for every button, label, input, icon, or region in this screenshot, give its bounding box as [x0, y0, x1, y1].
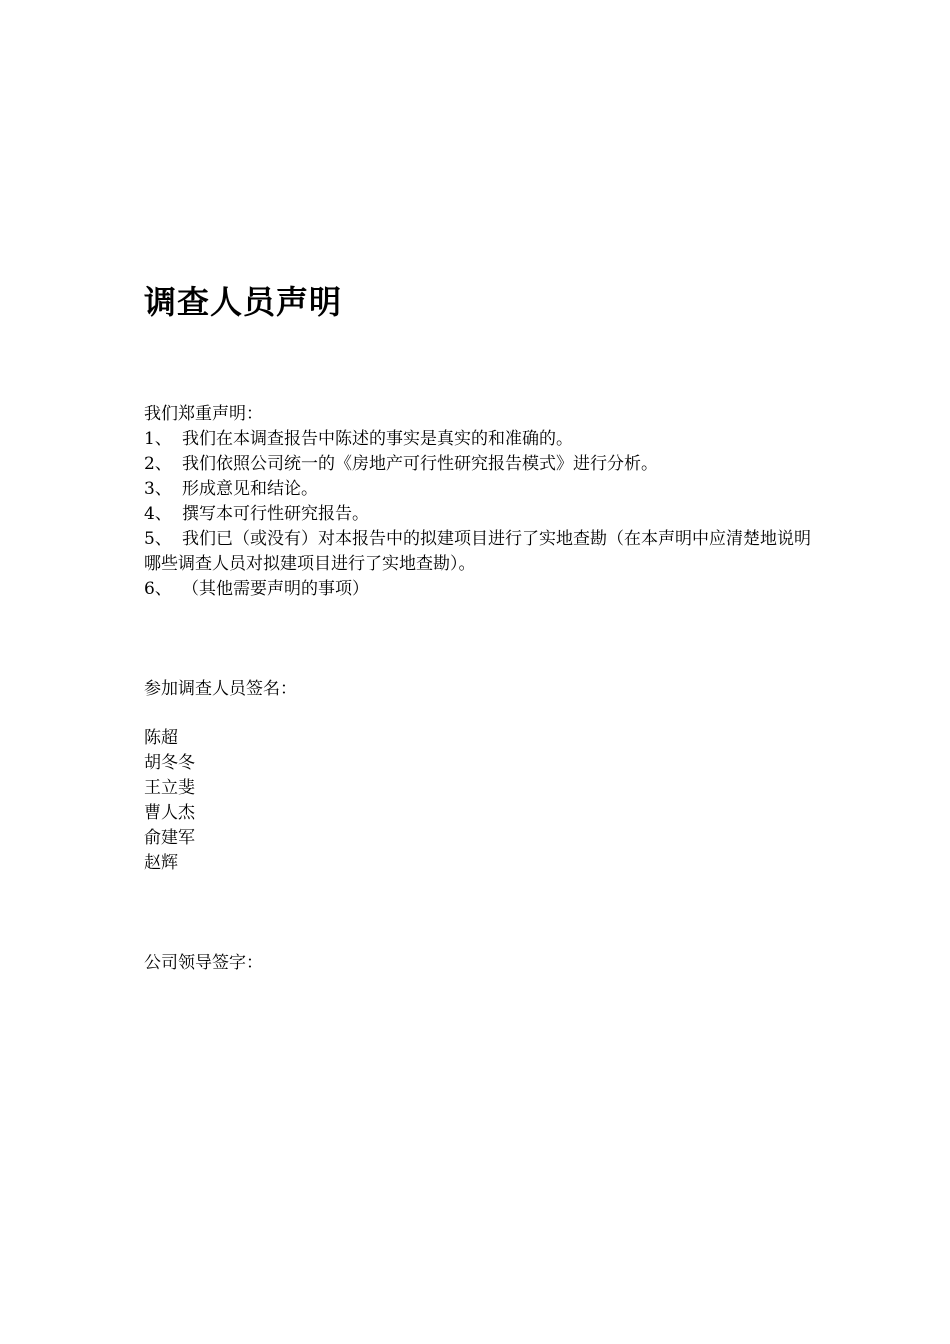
signer-name: 俞建军 [144, 828, 195, 848]
signer-name: 曹人杰 [144, 803, 195, 823]
statement-item-3 [144, 477, 824, 502]
item-text: 撰写本可行性研究报告。 [182, 504, 369, 524]
item-number: 3、 [144, 479, 172, 499]
document-title: 调查人员声明 [144, 283, 343, 321]
statement-intro: 我们郑重声明： [144, 404, 263, 424]
item-number: 1、 [144, 429, 172, 449]
statement-section [144, 402, 824, 602]
item-text: 我们已（或没有）对本报告中的拟建项目进行了实地查勘（在本声明中应清楚地说明哪些调查人员对拟建项目进行了实地查勘）。 [144, 529, 811, 574]
statement-item-6 [144, 577, 824, 602]
item-number: 4、 [144, 504, 172, 524]
signers-list [144, 726, 195, 876]
item-number: 5、 [144, 529, 172, 549]
leader-signature-label: 公司领导签字： [144, 953, 263, 973]
signer-name: 胡冬冬 [144, 753, 195, 773]
statement-item-2 [144, 452, 824, 477]
item-text: （其他需要声明的事项） [182, 579, 369, 599]
item-number: 2、 [144, 454, 172, 474]
signer-name: 陈超 [144, 728, 178, 748]
statement-item-5 [144, 527, 824, 577]
item-text: 形成意见和结论。 [182, 479, 318, 499]
signer-name: 赵辉 [144, 853, 178, 873]
item-text: 我们依照公司统一的《房地产可行性研究报告模式》进行分析。 [182, 454, 658, 474]
statement-item-4 [144, 502, 824, 527]
statement-item-1 [144, 427, 824, 452]
item-number: 6、 [144, 579, 172, 599]
signer-name: 王立斐 [144, 778, 195, 798]
signers-label: 参加调查人员签名： [144, 679, 297, 699]
item-text: 我们在本调查报告中陈述的事实是真实的和准确的。 [182, 429, 573, 449]
